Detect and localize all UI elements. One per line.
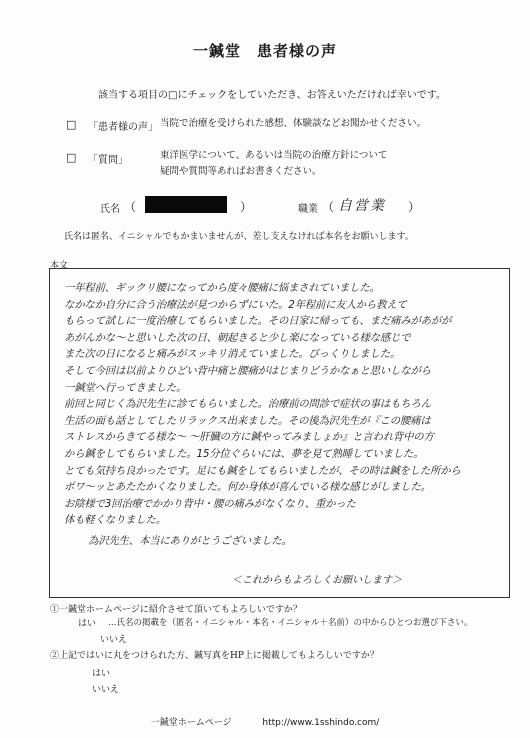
body-signoff: 為沢先生、本当にありがとうございました。 (88, 534, 292, 547)
row-text-patient-voice: 当院で治療を受けられた感想、体験談などお聞かせください。 (160, 118, 427, 129)
body-line: なかなか自分に合う治療法が見つからずにいた。2年程前に友人から教えて (64, 298, 407, 311)
question-2: ②上記ではいに丸をつけられた方、鍼写真をHP上に掲載してもよろしいですか？ (50, 651, 379, 661)
intro-text: 該当する項目の□にチェックをしていただき、お答えいただければ幸いです。 (98, 90, 446, 101)
footer-url[interactable]: http://www.1sshindo.com/ (262, 718, 380, 728)
body-line: お陰様で3回治療でかかり背中・腰の痛みがなくなり、重かった (64, 497, 356, 510)
question-2-yes[interactable]: はい (92, 669, 111, 679)
body-line: ポワ〜ッとあたたかくなりました。何か身体が喜んでいる様な感じがしました。 (64, 481, 431, 494)
body-line: から鍼をしてもらいました。15分位ぐらいには、夢を見て熟睡していました。 (64, 447, 424, 460)
body-line: とても気持ち良かったです。足にも鍼をしてもらいましたが、その時は鍼をした所から (64, 464, 461, 477)
occupation-label: 職業 (298, 204, 318, 215)
body-line: 一鍼堂へ行ってきました。 (64, 381, 187, 394)
closing-line: ＜これからもよろしくお願いします＞ (232, 575, 402, 586)
body-line: あがんかな〜と思いした次の日、朝起きると少し楽になっている様な感じで (64, 331, 411, 344)
question-1-yes-detail: …氏名の掲載を（匿名・イニシャル・本名・イニシャル＋名前）の中からひとつお選び下さい。 (108, 618, 473, 628)
handwritten-body (64, 280, 504, 550)
row-label-question: 「質問」 (88, 155, 128, 166)
name-label: 氏名 (100, 204, 120, 215)
name-paren-close: ） (240, 200, 253, 214)
body-line: また次の日になると痛みがスッキリ消えていました。びっくりしました。 (64, 348, 401, 361)
checkbox-patient-voice[interactable]: □ (66, 118, 77, 131)
question-1-no[interactable]: いいえ (100, 635, 128, 645)
redacted-name-box (145, 196, 227, 213)
question-1-yes[interactable]: はい (78, 619, 97, 629)
body-line: 体も軽くなりました。 (64, 514, 166, 527)
row-label-patient-voice: 「患者様の声」 (88, 122, 158, 133)
occupation-value: 自営業 (338, 198, 386, 214)
body-line: ストレスからきてる様な〜 〜肝臓の方に鍼やってみましょか』と言われ背中の方 (64, 431, 434, 444)
body-line: そして今回は以前よりひどい背中痛と腰痛がはじまりどうかなぁと思いしながら (64, 364, 431, 377)
name-note: 氏名は匿名、イニシャルでもかまいませんが、差し支えなければ本名をお願いします。 (64, 232, 414, 242)
checkbox-question[interactable]: □ (66, 151, 77, 164)
body-line: 一年程前、ギックリ腰になってから度々腰痛に悩まされていました。 (64, 282, 380, 294)
body-heading: 本文 (50, 261, 69, 271)
body-line: もらって試しに一度治療してもらいました。その日家に帰っても、まだ痛みがあがが (64, 315, 452, 328)
footer (0, 715, 530, 728)
occupation-paren-close: ） (408, 200, 421, 214)
question-1: ①一鍼堂ホームページに紹介させて頂いてもよろしいですか？ (50, 605, 302, 615)
question-2-no[interactable]: いいえ (92, 685, 120, 695)
body-line: 生活の面も話としてしたリラックス出来ました。その後為沢先生が『この腰痛は (64, 414, 431, 427)
occupation-paren-open: （ (322, 200, 335, 214)
name-paren-open: （ (124, 200, 137, 214)
row-text-question-line1: 東洋医学について、あるいは当院の治療方針について (160, 150, 388, 161)
body-line: 前回と同じく為沢先生に診てもらいました。治療前の問診で症状の事はもちろん (64, 398, 431, 411)
page-title: 一鍼堂 患者様の声 (192, 42, 337, 60)
row-text-question-line2: 疑問や質問等あればお書きください。 (160, 166, 322, 177)
footer-site-name: 一鍼堂ホームページ (150, 718, 232, 728)
